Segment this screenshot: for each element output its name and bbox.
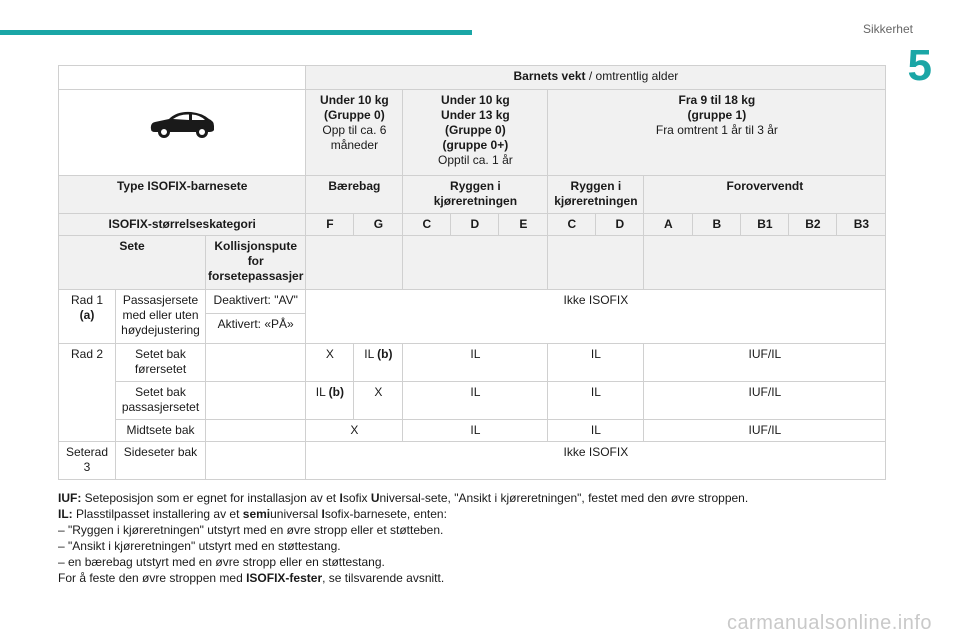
cell-value: IL (b) — [354, 344, 403, 382]
blank-cell — [403, 236, 548, 290]
note-bullet: – "Ryggen i kjøreretningen" utstyrt med en øvre stropp eller et støtteben. — [58, 523, 444, 537]
cell-value: X — [306, 344, 354, 382]
note-il: IL: Plasstilpasset installering av et semiuniversal Isofix-barnesete, enten: — [58, 507, 447, 521]
blank-cell — [206, 442, 306, 480]
table-title: Barnets vekt / omtrentlig alder — [306, 66, 886, 90]
cell-value: Ikke ISOFIX — [306, 290, 886, 344]
note-bullet: – "Ansikt i kjøreretningen" utstyrt med en støttestang. — [58, 539, 341, 553]
size-class: B1 — [741, 214, 789, 236]
airbag-deactivated: Deaktivert: "AV" — [206, 290, 306, 314]
row-label-rad-3: Seterad 3 — [59, 442, 116, 480]
size-class: D — [451, 214, 499, 236]
airbag-label: Kollisjonspute for forsetepassasjer — [206, 236, 306, 290]
size-class: B — [693, 214, 741, 236]
row-label-rad-1: Rad 1 (a) — [59, 290, 116, 344]
cell-value: IL (b) — [306, 382, 354, 420]
blank-cell — [548, 236, 644, 290]
row-label-rad-2: Rad 2 — [59, 344, 116, 442]
chapter-number: 5 — [907, 41, 932, 90]
watermark: carmanualsonline.info — [726, 612, 932, 634]
header-accent-bar — [0, 30, 472, 35]
size-class: G — [354, 214, 403, 236]
size-class: B2 — [789, 214, 837, 236]
group-0plus-header: Under 10 kg Under 13 kg (Gruppe 0) (gruppe 0+) Opptil ca. 1 år — [403, 90, 548, 176]
cell-value: IUF/IL — [644, 344, 886, 382]
blank-cell — [306, 236, 403, 290]
size-class: C — [403, 214, 451, 236]
cell-value: IL — [548, 382, 644, 420]
type-rear-facing-1: Ryggen i kjøreretningen — [403, 176, 548, 214]
group-1-header: Fra 9 til 18 kg (gruppe 1) Fra omtrent 1 år til 3 år — [548, 90, 886, 176]
cell-value: IL — [548, 420, 644, 442]
size-class: E — [499, 214, 548, 236]
airbag-activated: Aktivert: «PÅ» — [206, 314, 306, 344]
size-class: B3 — [837, 214, 886, 236]
cell-value: IUF/IL — [644, 420, 886, 442]
type-forward-facing: Forovervendt — [644, 176, 886, 214]
size-class: A — [644, 214, 693, 236]
type-label: Type ISOFIX-barnesete — [59, 176, 306, 214]
size-class: C — [548, 214, 596, 236]
blank-cell — [644, 236, 886, 290]
blank-cell — [59, 66, 306, 90]
note-iuf: IUF: Seteposisjon som er egnet for installasjon av et Isofix Universal-sete, "Ansikt i kjøreretningen", festet med den øvre stroppen. — [58, 491, 749, 505]
seat-label: Sete — [59, 236, 206, 290]
seat-side-rear: Sideseter bak — [116, 442, 206, 480]
car-icon-cell — [59, 90, 306, 176]
cell-value: IUF/IL — [644, 382, 886, 420]
cell-value: IL — [403, 420, 548, 442]
cell-value: IL — [403, 344, 548, 382]
type-carrycot: Bærebag — [306, 176, 403, 214]
blank-cell — [206, 420, 306, 442]
isofix-table — [58, 65, 886, 480]
blank-cell — [206, 382, 306, 420]
cell-value: Ikke ISOFIX — [306, 442, 886, 480]
note-bullet: – en bærebag utstyrt med en øvre stropp eller en støttestang. — [58, 555, 385, 569]
type-rear-facing-2: Ryggen i kjøreretningen — [548, 176, 644, 214]
size-class: D — [596, 214, 644, 236]
section-title: Sikkerhet — [862, 22, 913, 36]
seat-middle-rear: Midtsete bak — [116, 420, 206, 442]
size-label: ISOFIX-størrelseskategori — [59, 214, 306, 236]
seat-behind-driver: Setet bak førersetet — [116, 344, 206, 382]
cell-value: IL — [403, 382, 548, 420]
car-icon — [147, 107, 217, 143]
cell-value: IL — [548, 344, 644, 382]
size-class: F — [306, 214, 354, 236]
cell-value: X — [306, 420, 403, 442]
seat-behind-passenger: Setet bak passasjersetet — [116, 382, 206, 420]
cell-value: X — [354, 382, 403, 420]
note-last: For å feste den øvre stroppen med ISOFIX-fester, se tilsvarende avsnitt. — [58, 571, 445, 585]
group-0-header: Under 10 kg (Gruppe 0) Opp til ca. 6 måneder — [306, 90, 403, 176]
blank-cell — [206, 344, 306, 382]
notes — [58, 490, 888, 586]
seat-front-passenger: Passasjersete med eller uten høydejustering — [116, 290, 206, 344]
